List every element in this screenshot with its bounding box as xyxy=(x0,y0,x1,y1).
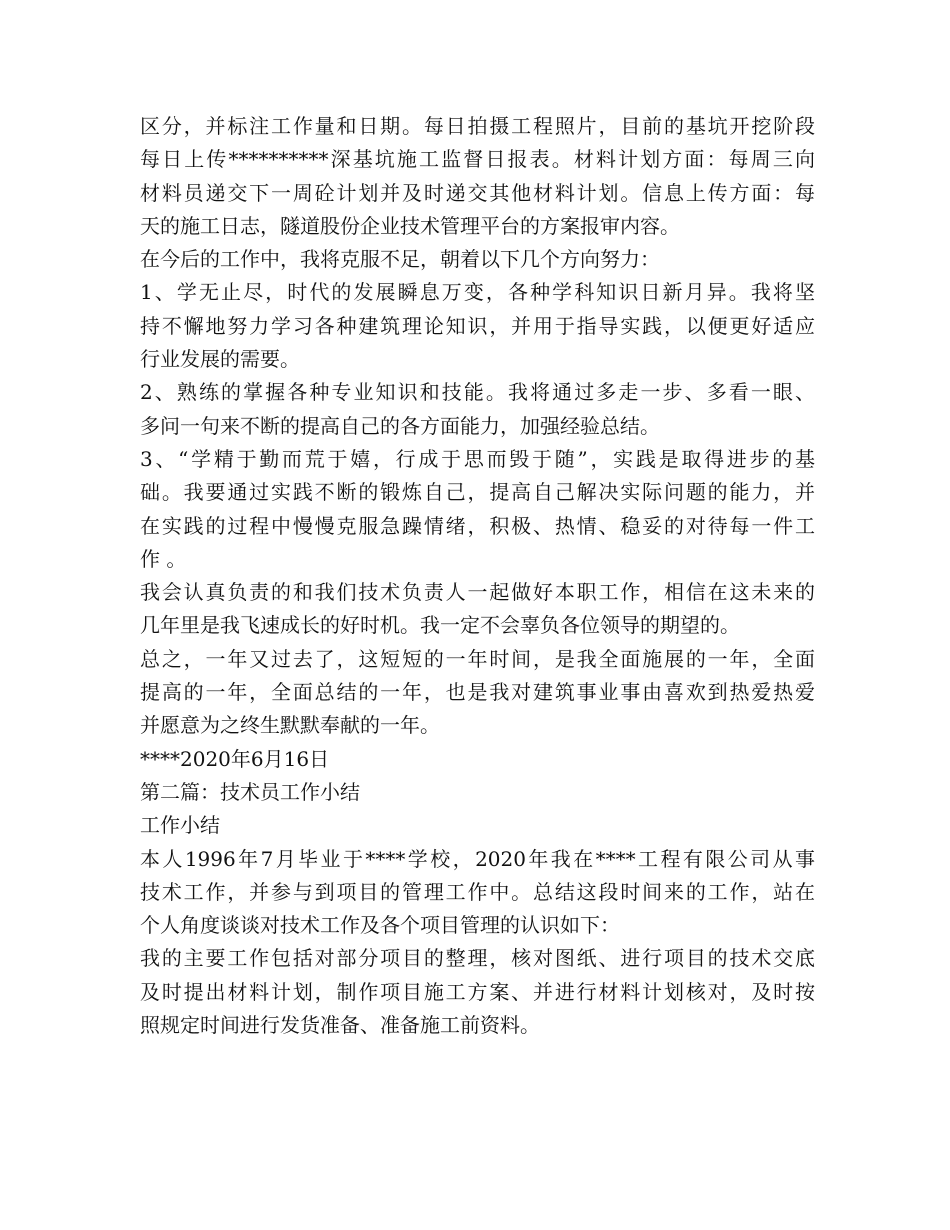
text-line: 工作小结 xyxy=(140,813,220,838)
text-line: 提高的一年，全面总结的一年，也是我对建筑事业事由喜欢到热爱热爱 xyxy=(140,680,815,705)
text-line: 本人1996年7月毕业于****学校，2020年我在****工程有限公司从事 xyxy=(140,846,815,871)
text-line: 每日上传**********深基坑施工监督日报表。材料计划方面：每周三向 xyxy=(140,147,815,172)
text-line: 我会认真负责的和我们技术负责人一起做好本职工作，相信在这未来的 xyxy=(140,580,815,605)
text-line: 在实践的过程中慢慢克服急躁情绪，积极、热情、稳妥的对待每一件工 xyxy=(140,513,815,538)
text-line: 照规定时间进行发货准备、准备施工前资料。 xyxy=(140,1013,540,1038)
document-body xyxy=(140,110,815,1042)
text-line: 第二篇：技术员工作小结 xyxy=(140,779,360,804)
text-line: 区分，并标注工作量和日期。每日拍摄工程照片，目前的基坑开挖阶段 xyxy=(140,114,815,138)
text-line: 及时提出材料计划，制作项目施工方案、并进行材料计划核对，及时按 xyxy=(140,979,815,1004)
text-line: 几年里是我飞速成长的好时机。我一定不会辜负各位领导的期望的。 xyxy=(140,613,740,638)
text-line: 技术工作，并参与到项目的管理工作中。总结这段时间来的工作，站在 xyxy=(140,879,815,904)
text-line: ****2020年6月16日 xyxy=(140,746,330,771)
text-line: 在今后的工作中，我将克服不足，朝着以下几个方向努力： xyxy=(140,247,660,272)
text-line: 3、“学精于勤而荒于嬉，行成于思而毁于随”，实践是取得进步的基 xyxy=(140,446,815,471)
text-line: 行业发展的需要。 xyxy=(140,347,300,372)
text-line: 天的施工日志，隧道股份企业技术管理平台的方案报审内容。 xyxy=(140,213,680,238)
text-line: 总之，一年又过去了，这短短的一年时间，是我全面施展的一年，全面 xyxy=(140,646,815,671)
text-line: 础。我要通过实践不断的锻炼自己，提高自己解决实际问题的能力，并 xyxy=(140,480,815,505)
text-line: 作 。 xyxy=(140,546,187,571)
text-line: 多问一句来不断的提高自己的各方面能力，加强经验总结。 xyxy=(140,413,660,438)
text-line: 并愿意为之终生默默奉献的一年。 xyxy=(140,713,440,738)
text-line: 我的主要工作包括对部分项目的整理，核对图纸、进行项目的技术交底 xyxy=(140,946,815,971)
text-line: 材料员递交下一周砼计划并及时递交其他材料计划。信息上传方面：每 xyxy=(140,180,815,205)
text-line: 个人角度谈谈对技术工作及各个项目管理的认识如下： xyxy=(140,913,620,938)
text-line: 2、熟练的掌握各种专业知识和技能。我将通过多走一步、多看一眼、 xyxy=(140,380,815,405)
text-line: 1、学无止尽，时代的发展瞬息万变，各种学科知识日新月异。我将坚 xyxy=(140,280,815,305)
text-line: 持不懈地努力学习各种建筑理论知识，并用于指导实践，以便更好适应 xyxy=(140,313,815,338)
